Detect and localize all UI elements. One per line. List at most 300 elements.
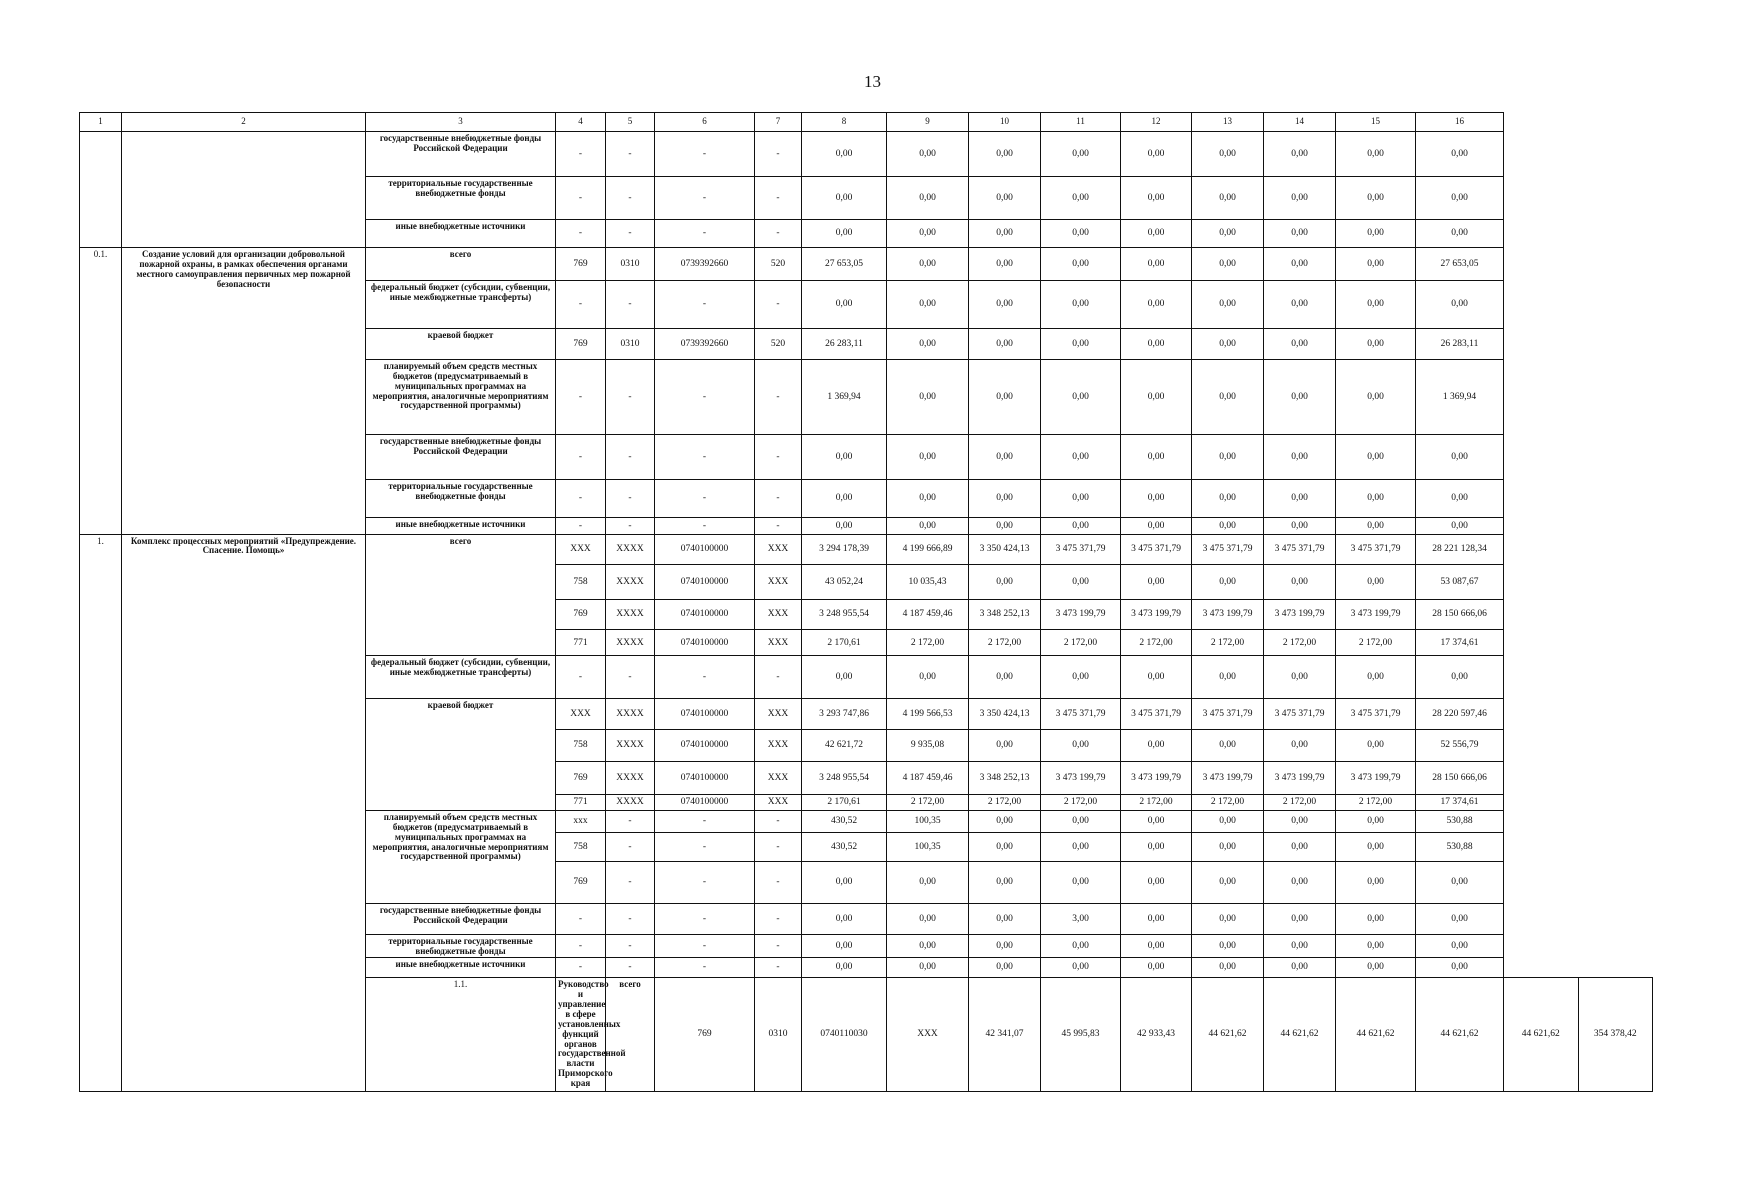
table-cell: 100,35 <box>887 810 969 832</box>
table-cell: 0,00 <box>1416 861 1504 904</box>
table-cell: 0,00 <box>1336 359 1416 434</box>
table-cell: 0739392660 <box>655 329 755 359</box>
table-cell: 3 473 199,79 <box>1336 599 1416 629</box>
page-number: 13 <box>864 72 881 91</box>
table-cell: 0,00 <box>1041 359 1121 434</box>
column-header: 15 <box>1336 113 1416 132</box>
table-cell: 0,00 <box>1192 656 1264 699</box>
table-cell: 0,00 <box>1264 904 1336 934</box>
table-cell: 0,00 <box>802 934 887 957</box>
table-cell: - <box>755 810 802 832</box>
table-cell: - <box>556 359 606 434</box>
table-cell: 0,00 <box>1192 132 1264 177</box>
table-cell: 3 348 252,13 <box>969 599 1041 629</box>
table-cell: 3 473 199,79 <box>1192 599 1264 629</box>
table-cell: 0,00 <box>1264 833 1336 861</box>
table-cell: 0,00 <box>887 177 969 220</box>
table-cell: 2 172,00 <box>887 794 969 810</box>
table-cell: 3 475 371,79 <box>1336 699 1416 729</box>
table-cell: 42 621,72 <box>802 729 887 762</box>
table-cell: 4 199 666,89 <box>887 534 969 564</box>
table-cell: 0,00 <box>802 656 887 699</box>
table-cell: 0,00 <box>1192 518 1264 534</box>
table-cell: - <box>606 656 655 699</box>
table-cell: - <box>655 479 755 518</box>
column-header: 16 <box>1416 113 1504 132</box>
table-cell: 0740100000 <box>655 699 755 729</box>
table-cell: 520 <box>755 329 802 359</box>
table-cell: 3 475 371,79 <box>1264 534 1336 564</box>
table-cell: - <box>556 219 606 247</box>
table-cell: 3 475 371,79 <box>1264 699 1336 729</box>
table-cell: 758 <box>556 729 606 762</box>
table-cell: 0,00 <box>887 248 969 281</box>
column-header: 12 <box>1121 113 1192 132</box>
table-cell: 0,00 <box>969 518 1041 534</box>
table-cell: 0740100000 <box>655 630 755 656</box>
table-cell: 0,00 <box>1336 729 1416 762</box>
table-cell: - <box>755 219 802 247</box>
table-cell: 0,00 <box>1336 518 1416 534</box>
table-cell: 0,00 <box>887 861 969 904</box>
table-cell: 9 935,08 <box>887 729 969 762</box>
table-cell: 0,00 <box>1041 565 1121 600</box>
table-cell: 0739392660 <box>655 248 755 281</box>
table-cell: 0,00 <box>802 957 887 977</box>
column-header: 4 <box>556 113 606 132</box>
table-row <box>80 132 1653 177</box>
table-cell: 0,00 <box>1336 861 1416 904</box>
table-cell: ХХХХ <box>606 599 655 629</box>
table-cell: 0,00 <box>1192 219 1264 247</box>
table-cell: ХХХХ <box>606 762 655 795</box>
column-header: 2 <box>122 113 366 132</box>
table-cell: 0740110030 <box>802 978 887 1092</box>
table-cell: 0,00 <box>1264 565 1336 600</box>
table-cell: иные внебюджетные источники <box>366 957 556 977</box>
table-cell: 769 <box>556 599 606 629</box>
table-cell: 0,00 <box>1041 810 1121 832</box>
table-cell: 3 473 199,79 <box>1336 762 1416 795</box>
table-cell: 2 172,00 <box>1121 630 1192 656</box>
table-cell: краевой бюджет <box>366 329 556 359</box>
table-cell: Создание условий для организации добровольной пожарной охраны, в рамках обеспечения органами местного самоуправления первичных мер пожарной безопасности <box>122 248 366 534</box>
table-cell: - <box>655 957 755 977</box>
table-cell: ХХХ <box>755 699 802 729</box>
table-cell: 3 293 747,86 <box>802 699 887 729</box>
table-cell: - <box>755 656 802 699</box>
table-cell: 769 <box>655 978 755 1092</box>
column-header: 14 <box>1264 113 1336 132</box>
table-cell: 0,00 <box>1041 656 1121 699</box>
table-cell: - <box>556 934 606 957</box>
table-cell: иные внебюджетные источники <box>366 518 556 534</box>
table-cell: 0,00 <box>1121 280 1192 329</box>
table-cell: - <box>655 435 755 480</box>
table-cell: 1. <box>80 534 122 1091</box>
table-cell: 42 341,07 <box>969 978 1041 1092</box>
table-cell: 2 172,00 <box>887 630 969 656</box>
table-row <box>80 534 1653 564</box>
table-cell: 0,00 <box>1121 957 1192 977</box>
table-cell: 0,00 <box>1336 656 1416 699</box>
table-cell: - <box>655 904 755 934</box>
table-cell: 2 170,61 <box>802 794 887 810</box>
table-cell: 0,00 <box>1264 479 1336 518</box>
table-cell: Руководство и управление в сфере установленных функций органов государственной власти Приморского края <box>556 978 606 1092</box>
table-cell: - <box>755 280 802 329</box>
table-cell: 0,00 <box>1192 833 1264 861</box>
table-cell: 0,00 <box>1192 565 1264 600</box>
table-cell: - <box>655 810 755 832</box>
table-cell: - <box>556 132 606 177</box>
table-cell: 3 348 252,13 <box>969 762 1041 795</box>
table-cell: 0,00 <box>1336 810 1416 832</box>
header-row <box>80 113 1653 132</box>
table-cell: 0,00 <box>969 729 1041 762</box>
table-cell: 0,00 <box>1336 329 1416 359</box>
table-body <box>80 113 1653 1092</box>
table-cell: 0,00 <box>887 934 969 957</box>
table-cell: ххх <box>556 810 606 832</box>
table-cell: 430,52 <box>802 833 887 861</box>
table-cell: 1.1. <box>366 978 556 1092</box>
column-header: 5 <box>606 113 655 132</box>
table-cell: 758 <box>556 565 606 600</box>
table-cell: 0,00 <box>1121 934 1192 957</box>
table-cell: 0,00 <box>887 479 969 518</box>
table-cell: 0,00 <box>969 810 1041 832</box>
table-cell: 3 248 955,54 <box>802 762 887 795</box>
table-cell: 0,00 <box>1416 479 1504 518</box>
table-cell: 0,00 <box>969 248 1041 281</box>
table-cell: 0,00 <box>969 934 1041 957</box>
table-cell: 2 172,00 <box>1121 794 1192 810</box>
table-cell: - <box>556 957 606 977</box>
table-cell: - <box>556 280 606 329</box>
table-cell: 100,35 <box>887 833 969 861</box>
table-cell: ХХХ <box>755 534 802 564</box>
table-cell: 0,00 <box>1121 177 1192 220</box>
table-cell: 0,00 <box>1192 329 1264 359</box>
table-cell: 0,00 <box>887 219 969 247</box>
table-cell: 0,00 <box>1192 248 1264 281</box>
table-cell: 4 187 459,46 <box>887 762 969 795</box>
table-cell: 0,00 <box>969 833 1041 861</box>
table-cell: 3 473 199,79 <box>1121 762 1192 795</box>
table-cell: ХХХХ <box>606 729 655 762</box>
table-cell: 0,00 <box>1264 518 1336 534</box>
table-cell: федеральный бюджет (субсидии, субвенции, иные межбюджетные трансферты) <box>366 280 556 329</box>
table-cell: 3 475 371,79 <box>1192 534 1264 564</box>
table-cell: 0,00 <box>1121 329 1192 359</box>
table-cell: 0,00 <box>969 904 1041 934</box>
table-cell: 0,00 <box>1121 248 1192 281</box>
table-cell: 10 035,43 <box>887 565 969 600</box>
table-cell: 44 621,62 <box>1416 978 1504 1092</box>
table-cell: 4 187 459,46 <box>887 599 969 629</box>
table-cell: 1 369,94 <box>1416 359 1504 434</box>
table-cell: 2 172,00 <box>1041 794 1121 810</box>
table-cell: 0,00 <box>969 132 1041 177</box>
table-cell: 3 475 371,79 <box>1041 699 1121 729</box>
table-cell: 0,00 <box>1192 934 1264 957</box>
table-cell: 0740100000 <box>655 565 755 600</box>
table-cell: всего <box>366 534 556 656</box>
table-cell: 0,00 <box>1336 435 1416 480</box>
table-cell: 0,00 <box>1336 280 1416 329</box>
table-cell: - <box>556 656 606 699</box>
table-cell: 26 283,11 <box>1416 329 1504 359</box>
table-cell: 0,00 <box>887 957 969 977</box>
table-cell: 0,00 <box>1041 518 1121 534</box>
table-cell: 0740100000 <box>655 762 755 795</box>
table-cell: 530,88 <box>1416 810 1504 832</box>
table-cell: 28 220 597,46 <box>1416 699 1504 729</box>
table-cell: 0,00 <box>1264 248 1336 281</box>
table-cell: ХХХ <box>755 565 802 600</box>
table-cell: 0,00 <box>1416 904 1504 934</box>
table-cell: 3 473 199,79 <box>1121 599 1192 629</box>
table-cell: 0310 <box>606 248 655 281</box>
table-cell: 0740100000 <box>655 534 755 564</box>
table-cell: 0,00 <box>1041 329 1121 359</box>
table-cell: - <box>606 904 655 934</box>
table-cell: - <box>655 518 755 534</box>
table-cell: 0,00 <box>802 177 887 220</box>
table-cell: - <box>655 934 755 957</box>
table-cell: 2 172,00 <box>969 630 1041 656</box>
table-cell: 0740100000 <box>655 794 755 810</box>
table-cell: 0,00 <box>1041 219 1121 247</box>
table-cell: 0,00 <box>1416 132 1504 177</box>
column-header: 13 <box>1192 113 1264 132</box>
column-header: 7 <box>755 113 802 132</box>
table-cell: 0,00 <box>1192 280 1264 329</box>
table-cell: - <box>606 934 655 957</box>
table-cell: 2 172,00 <box>1041 630 1121 656</box>
table-cell: 2 172,00 <box>1264 630 1336 656</box>
table-cell: 0,00 <box>887 656 969 699</box>
table-cell: ХХХХ <box>606 630 655 656</box>
table-cell: 0,00 <box>969 479 1041 518</box>
table-cell: 0,00 <box>1416 518 1504 534</box>
table-cell: 0,00 <box>1121 729 1192 762</box>
table-cell: ХХХХ <box>606 699 655 729</box>
table-cell: 0,00 <box>1121 861 1192 904</box>
table-cell: 0,00 <box>1041 177 1121 220</box>
table-cell: 0,00 <box>1121 904 1192 934</box>
table-cell: - <box>655 359 755 434</box>
table-cell: всего <box>366 248 556 281</box>
column-header: 11 <box>1041 113 1121 132</box>
table-cell: 3 475 371,79 <box>1121 534 1192 564</box>
table-cell: 0,00 <box>1264 132 1336 177</box>
table-cell: 0,00 <box>1416 177 1504 220</box>
table-cell: - <box>755 957 802 977</box>
table-cell: государственные внебюджетные фонды Российской Федерации <box>366 435 556 480</box>
table-cell: 0,00 <box>1192 810 1264 832</box>
table-cell: 0,00 <box>802 435 887 480</box>
table-cell: - <box>755 861 802 904</box>
table-cell: 0,00 <box>1416 957 1504 977</box>
table-cell: Комплекс процессных мероприятий «Предупреждение. Спасение. Помощь» <box>122 534 366 1091</box>
table-cell: 0,00 <box>969 177 1041 220</box>
table-cell: всего <box>606 978 655 1092</box>
table-cell: 4 199 566,53 <box>887 699 969 729</box>
table-cell: ХХХ <box>755 762 802 795</box>
table-cell: 17 374,61 <box>1416 630 1504 656</box>
table-cell: планируемый объем средств местных бюджетов (предусматриваемый в муниципальных программах на мероприятия, аналогичные мероприятиям государственной программы) <box>366 359 556 434</box>
table-cell: 0,00 <box>1264 934 1336 957</box>
table-cell: 0,00 <box>1041 132 1121 177</box>
table-cell: 2 172,00 <box>1192 794 1264 810</box>
table-cell: 2 172,00 <box>969 794 1041 810</box>
table-cell: 0,00 <box>969 861 1041 904</box>
table-cell: 0,00 <box>1336 177 1416 220</box>
column-header: 10 <box>969 113 1041 132</box>
table-cell: 0,00 <box>1416 934 1504 957</box>
table-cell: 43 052,24 <box>802 565 887 600</box>
table-cell: - <box>655 280 755 329</box>
table-cell: 0,00 <box>969 219 1041 247</box>
table-cell: - <box>606 479 655 518</box>
table-cell: 0.1. <box>80 248 122 534</box>
table-cell: 2 172,00 <box>1264 794 1336 810</box>
table-cell: 769 <box>556 248 606 281</box>
table-cell: ХХХХ <box>606 794 655 810</box>
table-cell: ХХХХ <box>606 534 655 564</box>
table-cell: - <box>755 833 802 861</box>
table-cell: 0,00 <box>1264 957 1336 977</box>
table-cell: 28 150 666,06 <box>1416 599 1504 629</box>
table-cell: ХХХ <box>556 699 606 729</box>
table-cell: - <box>606 219 655 247</box>
table-cell: 0,00 <box>887 132 969 177</box>
table-cell: 28 150 666,06 <box>1416 762 1504 795</box>
table-cell: - <box>755 177 802 220</box>
table-cell: 26 283,11 <box>802 329 887 359</box>
table-cell: 0,00 <box>1192 957 1264 977</box>
table-cell: - <box>755 479 802 518</box>
table-cell: 0,00 <box>1264 177 1336 220</box>
table-cell: 771 <box>556 794 606 810</box>
table-cell: - <box>655 132 755 177</box>
table-cell: - <box>755 435 802 480</box>
table-cell: 769 <box>556 861 606 904</box>
table-cell: 2 172,00 <box>1192 630 1264 656</box>
table-cell: 0,00 <box>1416 656 1504 699</box>
table-cell: 0,00 <box>1264 861 1336 904</box>
table-cell: 0,00 <box>969 957 1041 977</box>
table-cell: 0,00 <box>1264 656 1336 699</box>
table-cell: 0,00 <box>1336 248 1416 281</box>
table-row <box>80 248 1653 281</box>
table-cell: 0,00 <box>887 518 969 534</box>
table-cell: - <box>556 518 606 534</box>
table-cell: 0,00 <box>1336 904 1416 934</box>
table-cell: 1 369,94 <box>802 359 887 434</box>
table-cell: 0,00 <box>1336 833 1416 861</box>
budget-table <box>79 112 1653 1092</box>
table-cell: 758 <box>556 833 606 861</box>
table-cell: 771 <box>556 630 606 656</box>
table-cell: 44 621,62 <box>1264 978 1336 1092</box>
table-cell: - <box>606 132 655 177</box>
table-cell: 0740100000 <box>655 729 755 762</box>
table-cell: 2 172,00 <box>1336 630 1416 656</box>
table-cell: 0,00 <box>1121 833 1192 861</box>
table-cell: - <box>606 810 655 832</box>
table-cell: 0,00 <box>1336 957 1416 977</box>
table-cell: 0740100000 <box>655 599 755 629</box>
table-cell: 520 <box>755 248 802 281</box>
table-cell: 0,00 <box>1264 435 1336 480</box>
table-cell: ХХХ <box>755 729 802 762</box>
table-cell: - <box>606 833 655 861</box>
table-cell: 2 172,00 <box>1336 794 1416 810</box>
table-cell: - <box>556 479 606 518</box>
table-cell: 0,00 <box>1041 957 1121 977</box>
table-cell: 0,00 <box>1264 810 1336 832</box>
table-cell <box>80 132 122 248</box>
table-cell: - <box>755 132 802 177</box>
table-cell: 0,00 <box>1121 479 1192 518</box>
table-cell: государственные внебюджетные фонды Российской Федерации <box>366 132 556 177</box>
table-cell: планируемый объем средств местных бюджетов (предусматриваемый в муниципальных программах на мероприятия, аналогичные мероприятиям государственной программы) <box>366 810 556 903</box>
table-cell: 52 556,79 <box>1416 729 1504 762</box>
table-cell: 0,00 <box>1192 479 1264 518</box>
table-cell: ХХХ <box>755 599 802 629</box>
table-cell: 0,00 <box>1041 729 1121 762</box>
table-cell: 0,00 <box>887 329 969 359</box>
table-cell: 769 <box>556 329 606 359</box>
table-cell: 3 473 199,79 <box>1041 762 1121 795</box>
table-cell: 3 350 424,13 <box>969 534 1041 564</box>
table-cell: - <box>606 435 655 480</box>
table-cell: 0,00 <box>1121 565 1192 600</box>
table-cell: 0,00 <box>887 435 969 480</box>
table-cell: 0,00 <box>1336 479 1416 518</box>
table-cell: 0310 <box>755 978 802 1092</box>
table-cell: 0,00 <box>1192 177 1264 220</box>
table-cell: 3 248 955,54 <box>802 599 887 629</box>
table-cell: 0310 <box>606 329 655 359</box>
table-cell: 0,00 <box>1041 280 1121 329</box>
table-cell: 0,00 <box>1416 280 1504 329</box>
table-cell: ХХХХ <box>606 565 655 600</box>
table-cell: 0,00 <box>1192 729 1264 762</box>
table-cell: 44 621,62 <box>1192 978 1264 1092</box>
table-cell: - <box>755 359 802 434</box>
table-cell: 0,00 <box>1416 435 1504 480</box>
table-cell: федеральный бюджет (субсидии, субвенции, иные межбюджетные трансферты) <box>366 656 556 699</box>
table-cell: - <box>755 934 802 957</box>
table-cell: 0,00 <box>1121 810 1192 832</box>
table-cell: 0,00 <box>802 904 887 934</box>
table-cell: 3 473 199,79 <box>1264 762 1336 795</box>
table-cell: 0,00 <box>1192 904 1264 934</box>
table-cell: территориальные государственные внебюджетные фонды <box>366 479 556 518</box>
table-cell: 42 933,43 <box>1121 978 1192 1092</box>
table-cell: 3 475 371,79 <box>1041 534 1121 564</box>
table-cell <box>122 132 366 248</box>
table-cell: 3,00 <box>1041 904 1121 934</box>
table-cell: - <box>606 957 655 977</box>
table-cell: 0,00 <box>1264 359 1336 434</box>
table-cell: 3 473 199,79 <box>1041 599 1121 629</box>
table-cell: - <box>655 177 755 220</box>
